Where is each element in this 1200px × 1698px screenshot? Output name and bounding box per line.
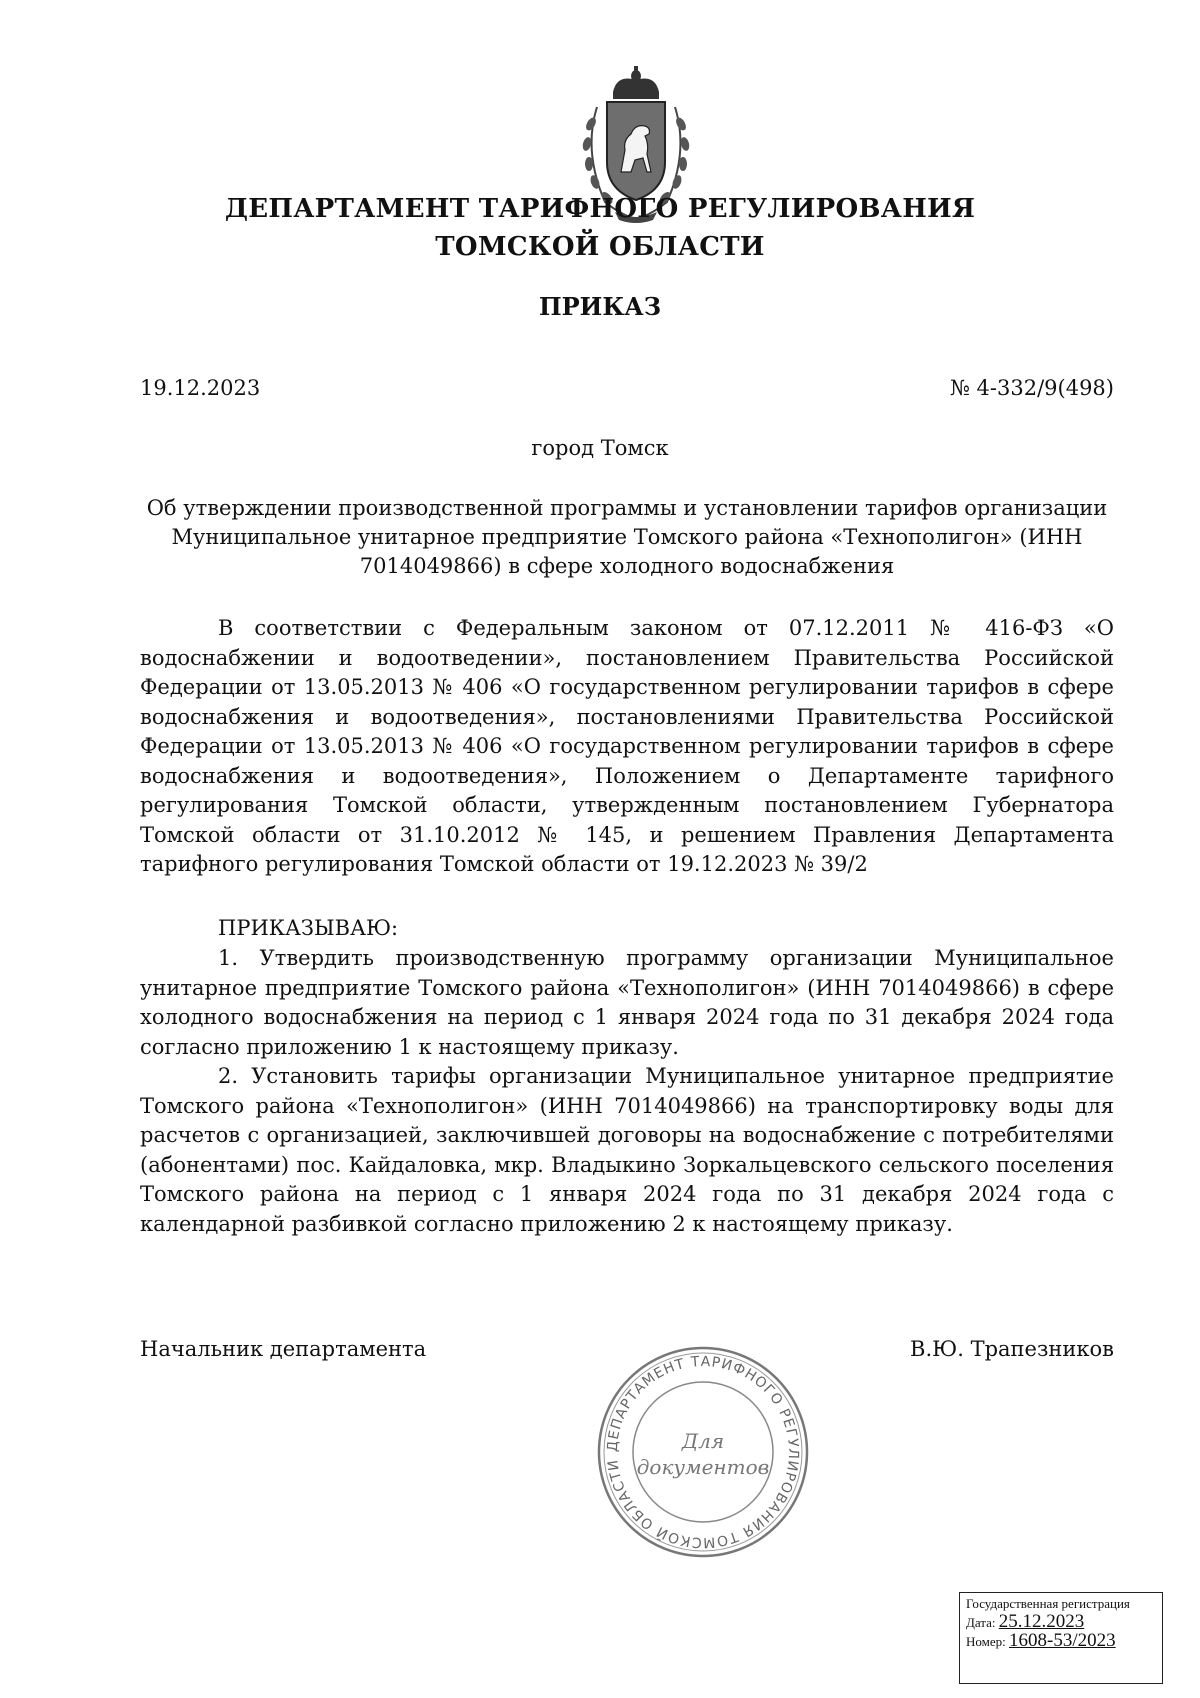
document-kind: ПРИКАЗ — [538, 292, 662, 321]
legal-basis-text: В соответствии с Федеральным законом от 07.12.2011 № 416-ФЗ «О водоснабжении и водоотведении», постановлением Правительства Российской Федерации от 13.05.2013 № 406 «О государственном регулировании тарифов в сфере водоснабжения и водоотведения», постановлениями Правительства Российской Федерации от 13.05.2013 № 406 «О государственном регулировании тарифов в сфере водоснабжения и водоотведения», Положением о Департаменте тарифного регулирования Томской области, утвержденным постановлением Губернатора Томской области от 31.10.2012 № 145, и решением Правления Департамента тарифного регулирования Томской области от 19.12.2023 № 39/2 — [140, 616, 1114, 876]
department-seal-icon — [593, 1342, 813, 1562]
order-item-2: 2. Установить тарифы организации Муниципальное унитарное предприятие Томского района «Технополигон» (ИНН 7014049866) на транспортировку воды для расчетов с организацией, заключившей договоры на водоснабжение с потребителями (абонентами) пос. Кайдаловка, мкр. Владыкино Зоркальцевского сельского поселения Томского района на период с 1 января 2024 года по 31 декабря 2024 года с календарной разбивкой согласно приложению 2 к настоящему приказу. — [140, 1064, 1114, 1236]
order-item-1: 1. Утвердить производственную программу организации Муниципальное унитарное предприятие Томского района «Технополигон» (ИНН 7014049866) в сфере холодного водоснабжения на период с 1 января 2024 года по 31 декабря 2024 года согласно приложению 1 к настоящему приказу. — [140, 946, 1114, 1059]
order-date: 19.12.2023 — [140, 376, 261, 400]
order-number: № 4-332/9(498) — [950, 376, 1114, 400]
order-subject: Об утверждении производственной программы и установлении тарифов организации Муниципальное унитарное предприятие Томского района «Технополигон» (ИНН 7014049866) в сфере холодного водоснабжения — [146, 496, 1108, 578]
registration-title: Государственная регистрация — [966, 1596, 1130, 1611]
registration-number-value: 1608-53/2023 — [1009, 1630, 1116, 1651]
seal-ring-text: ДЕПАРТАМЕНТ ТАРИФНОГО РЕГУЛИРОВАНИЯ ТОМСКОЙ ОБЛАСТИ — [604, 1353, 802, 1551]
registration-date-value: 25.12.2023 — [998, 1611, 1085, 1632]
decree-word: ПРИКАЗЫВАЮ: — [218, 916, 399, 940]
department-line-1: ДЕПАРТАМЕНТ ТАРИФНОГО РЕГУЛИРОВАНИЯ — [224, 194, 976, 224]
department-title — [0, 190, 1200, 266]
signer-name: В.Ю. Трапезников — [910, 1337, 1114, 1361]
registration-stamp — [959, 1592, 1163, 1684]
city: город Томск — [531, 436, 669, 460]
registration-date-label: Дата: — [966, 1615, 996, 1630]
legal-basis-paragraph — [140, 614, 1114, 880]
seal-center-line-2: документов — [636, 1455, 770, 1479]
department-line-2: ТОМСКОЙ ОБЛАСТИ — [435, 232, 765, 262]
order-items — [140, 944, 1114, 1239]
registration-number-label: Номер: — [966, 1634, 1006, 1649]
signer-title: Начальник департамента — [140, 1337, 427, 1361]
seal-center-line-1: Для — [681, 1429, 725, 1453]
